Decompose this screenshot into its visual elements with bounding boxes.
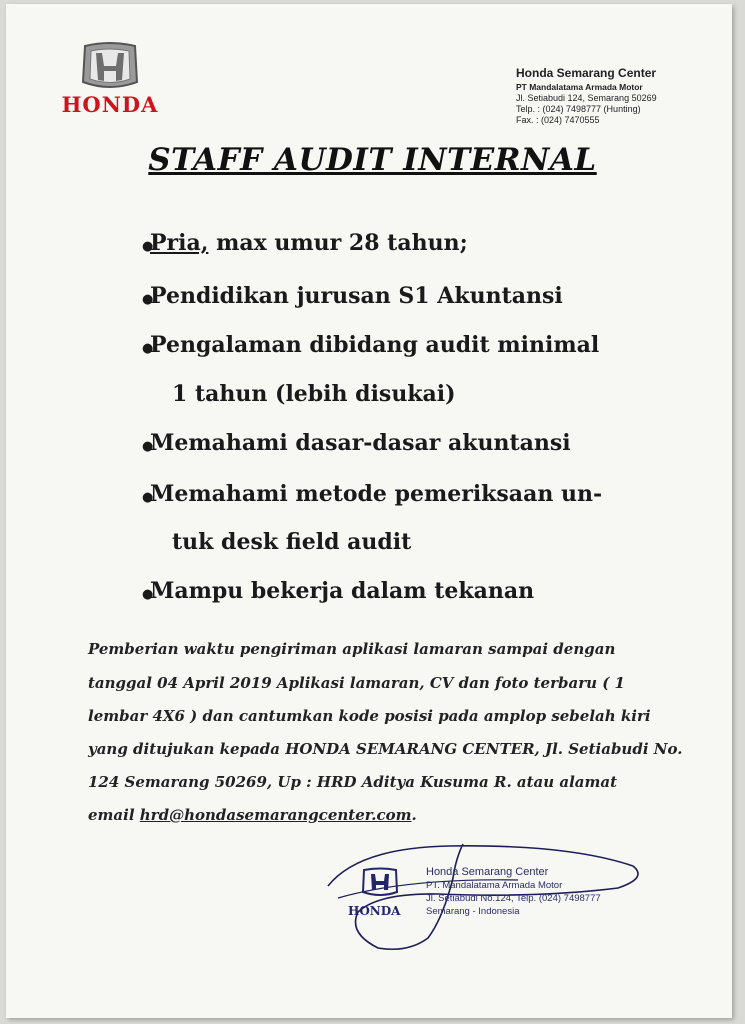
email-link[interactable]: hrd@hondasemarangcenter.com xyxy=(139,806,412,824)
bullet-icon: ● xyxy=(142,292,154,307)
requirement-item xyxy=(142,578,535,604)
instruction-line: lembar 4X6 ) dan cantumkan kode posisi pada amplop sebelah kiri xyxy=(88,707,651,725)
requirement-experience-cont: 1 tahun (lebih disukai) xyxy=(172,381,456,407)
stamp-city: Semarang - Indonesia xyxy=(426,906,520,917)
bullet-icon: ● xyxy=(142,587,154,602)
requirement-age: max umur 28 tahun; xyxy=(208,230,468,256)
requirement-item xyxy=(142,332,600,358)
requirement-item xyxy=(142,481,603,507)
requirement-experience: Pengalaman dibidang audit minimal xyxy=(150,332,600,358)
requirement-item xyxy=(142,283,563,309)
requirement-gender: Pria, xyxy=(150,230,209,256)
requirement-accounting: Memahami dasar-dasar akuntansi xyxy=(150,430,571,456)
requirement-item xyxy=(142,430,571,456)
instruction-line: tanggal 04 April 2019 Aplikasi lamaran, CV dan foto terbaru ( 1 xyxy=(88,674,625,692)
requirement-method: Memahami metode pemeriksaan un- xyxy=(150,481,603,507)
stamp-address: Jl. Setiabudi No.124, Telp. (024) 7498777 xyxy=(426,893,601,904)
email-prefix: email xyxy=(88,806,140,824)
stamp-honda-wordmark: HONDA xyxy=(348,904,401,918)
company-stamp xyxy=(318,838,648,958)
stamp-company-pt: PT. Mandalatama Armada Motor xyxy=(426,880,563,891)
requirement-item xyxy=(142,230,468,256)
company-address: Jl. Setiabudi 124, Semarang 50269 xyxy=(516,93,657,103)
instruction-line xyxy=(88,806,668,824)
company-pt: PT Mandalatama Armada Motor xyxy=(516,82,643,92)
instruction-line: 124 Semarang 50269, Up : HRD Aditya Kusuma R. atau alamat xyxy=(88,773,618,791)
instruction-line: Pemberian waktu pengiriman aplikasi lamaran sampai dengan xyxy=(88,640,616,658)
bullet-icon: ● xyxy=(142,439,154,454)
bullet-icon: ● xyxy=(142,490,154,505)
bullet-icon: ● xyxy=(142,239,154,254)
company-name: Honda Semarang Center xyxy=(516,66,657,80)
stamp-company-name: Honda Semarang Center xyxy=(426,866,549,878)
page-title: STAFF AUDIT INTERNAL xyxy=(148,142,597,178)
stamp-text xyxy=(426,866,601,917)
requirement-method-cont: tuk desk field audit xyxy=(172,529,412,555)
company-phone: Telp. : (024) 7498777 (Hunting) xyxy=(516,104,641,114)
instruction-line: yang ditujukan kepada HONDA SEMARANG CENTER, Jl. Setiabudi No. xyxy=(88,740,683,758)
company-fax: Fax. : (024) 7470555 xyxy=(516,115,600,125)
bullet-icon: ● xyxy=(142,341,154,356)
requirement-pressure: Mampu bekerja dalam tekanan xyxy=(150,578,535,604)
honda-wordmark: HONDA xyxy=(61,92,159,117)
requirement-education: Pendidikan jurusan S1 Akuntansi xyxy=(150,283,563,309)
company-info xyxy=(516,66,657,125)
email-suffix: . xyxy=(411,806,417,824)
honda-wing-icon xyxy=(79,42,141,92)
